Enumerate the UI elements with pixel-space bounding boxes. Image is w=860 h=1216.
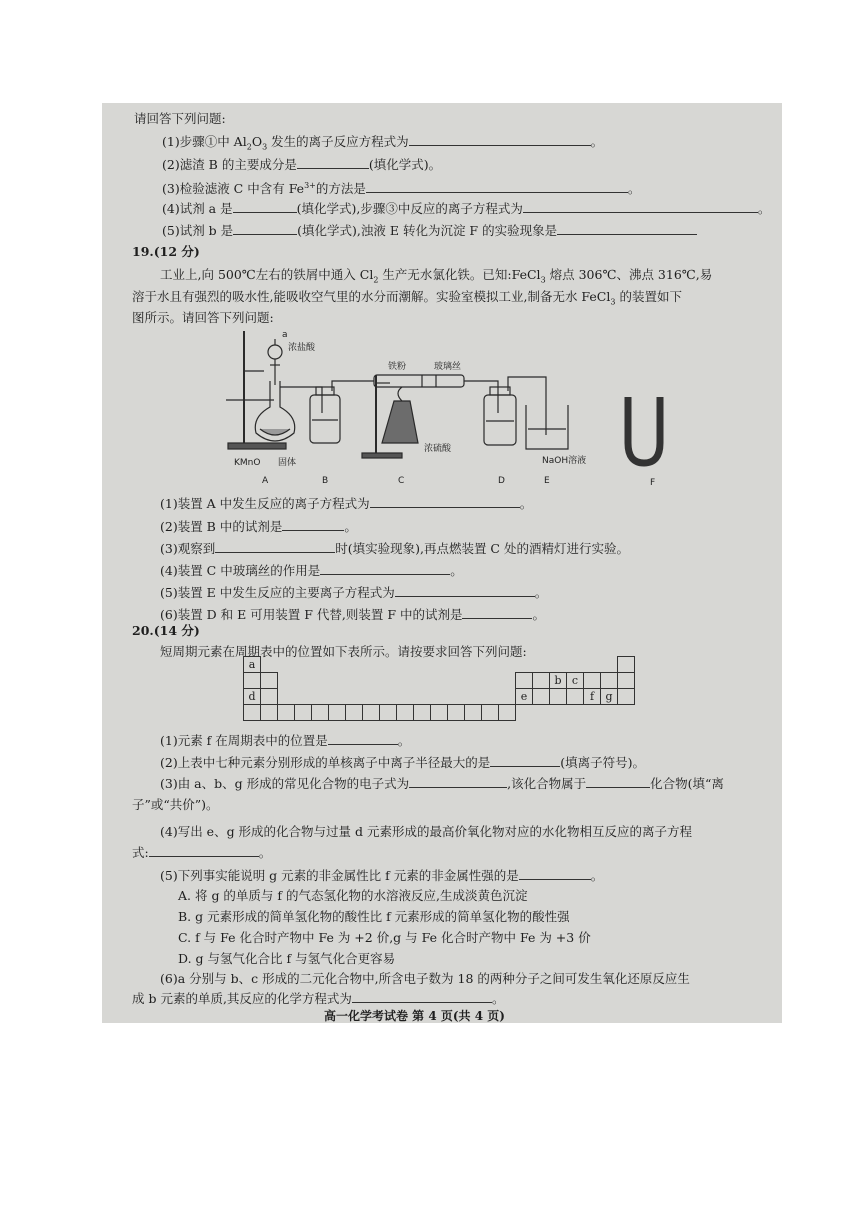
label-conc-hcl: 浓盐酸 [288,343,316,353]
answer-blank[interactable] [352,991,492,1003]
answer-blank[interactable] [215,541,335,553]
cell-f: f [584,689,601,705]
label-solid: 固体 [278,458,297,468]
q20-option-c: C. f 与 Fe 化合时产物中 Fe 为 +2 价,g 与 Fe 化合时产物中 Fe 为 +3 价 [178,930,591,945]
q20-part5: (5)下列事实能说明 g 元素的非金属性比 f 元素的非金属性强的是 。 [160,868,604,883]
q20-part3: (3)由 a、b、g 形成的常见化合物的电子式为 ,该化合物属于 化合物(填“离 [160,776,724,791]
q19-part1: (1)装置 A 中发生反应的离子方程式为 。 [160,496,533,511]
q18-part3: (3)检验滤液 C 中含有 $Fe^{3+}$的方法是 。 [162,181,641,197]
periodic-table [243,656,635,721]
label-conc-h2so4: 浓硫酸 [424,444,452,454]
q20-part6: (6)a 分别与 b、c 形成的二元化合物中,所含电子数为 18 的两种分子之间可发生氧化还原反应生 [160,971,690,986]
answer-blank[interactable] [395,585,535,597]
q19-part5: (5)装置 E 中发生反应的主要离子方程式为 。 [160,585,548,600]
label-iron-powder: 铁粉 [388,362,407,372]
answer-blank[interactable] [233,201,297,213]
answer-blank[interactable] [409,134,591,146]
answer-blank[interactable] [149,845,259,857]
answer-blank[interactable] [366,181,628,193]
q19-para-1: 工业上,向 500℃左右的铁屑中通入 $Cl_2$ 生产无水氯化铁。已知:FeCl$_3$ 熔点 306℃、沸点 316℃,易 [160,267,713,285]
q19-part4: (4)装置 C 中玻璃丝的作用是 。 [160,563,463,578]
q20-part4-cont: 式: 。 [132,845,272,860]
q19-heading: 19.(12 分) [132,244,200,259]
q19-part6: (6)装置 D 和 E 可用装置 F 代替,则装置 F 中的试剂是 。 [160,607,545,622]
q19-para-3: 图所示。请回答下列问题: [132,310,274,325]
answer-blank[interactable] [297,157,369,169]
label-naoh: NaOH溶液 [542,456,587,466]
q20-option-b: B. g 元素形成的简单氢化物的酸性比 f 元素形成的简单氢化物的酸性强 [178,909,570,924]
q20-part4: (4)写出 e、g 形成的化合物与过量 d 元素形成的最高价氧化物对应的水化物相互反应的离子方程 [160,824,693,839]
label-a: a [282,330,288,340]
answer-blank[interactable] [490,755,560,767]
q20-option-d: D. g 与氢气化合比 f 与氢气化合更容易 [178,951,396,966]
page-footer: 高一化学考试卷 第 4 页(共 4 页) [324,1009,505,1023]
label-F: F [650,478,656,488]
apparatus-diagram [222,325,752,500]
answer-blank[interactable] [523,201,758,213]
q18-part4: (4)试剂 a 是 (填化学式),步骤③中反应的离子方程式为 。 [162,201,771,216]
label-A: A [262,476,269,486]
cell-d: d [244,689,261,705]
answer-blank[interactable] [370,496,520,508]
answer-blank[interactable] [328,733,398,745]
label-D: D [498,476,505,486]
answer-blank[interactable] [557,223,697,235]
answer-blank[interactable] [233,223,297,235]
q20-part3-cont: 子”或“共价”)。 [132,797,219,812]
label-C: C [398,476,405,486]
answer-blank[interactable] [320,563,450,575]
label-kmno4: KMnO [234,458,261,468]
cell-c: c [567,673,584,689]
q18-part5: (5)试剂 b 是 (填化学式),浊液 E 转化为沉淀 F 的实验现象是 [162,223,697,239]
q18-intro: 请回答下列问题: [134,111,226,126]
q18-part2: (2)滤渣 B 的主要成分是 (填化学式)。 [162,157,442,172]
q20-option-a: A. 将 g 的单质与 f 的气态氢化物的水溶液反应,生成淡黄色沉淀 [178,888,528,903]
cell-g: g [601,689,618,705]
q20-part6-cont: 成 b 元素的单质,其反应的化学方程式为 。 [132,991,505,1006]
q18-part1: (1)步骤①中 $Al_2O_3$ 发生的离子反应方程式为 。 [162,134,604,152]
stand-base [228,443,286,449]
cell-b: b [550,673,567,689]
answer-blank[interactable] [282,519,344,531]
q20-part2: (2)上表中七种元素分别形成的单核离子中离子半径最大的是 (填离子符号)。 [160,755,645,770]
label-B: B [322,476,329,486]
q20-heading: 20.(14 分) [132,623,200,638]
label-glass-wool: 玻璃丝 [434,362,462,372]
exam-page [102,103,782,1023]
label-E: E [544,476,550,486]
q20-part1: (1)元素 f 在周期表中的位置是 。 [160,733,411,748]
answer-blank[interactable] [586,776,650,788]
answer-blank[interactable] [462,607,532,619]
q20-intro: 短周期元素在周期表中的位置如下表所示。请按要求回答下列问题: [160,644,527,659]
answer-blank[interactable] [409,776,507,788]
answer-blank[interactable] [519,868,591,880]
q19-part3: (3)观察到 时(填实验现象),再点燃装置 C 处的酒精灯进行实验。 [160,541,629,556]
cell-a: a [244,657,261,673]
q19-part2: (2)装置 B 中的试剂是 。 [160,519,357,534]
cell-e: e [516,689,533,705]
q19-para-2: 溶于水且有强烈的吸水性,能吸收空气里的水分而潮解。实验室模拟工业,制备无水 FeCl$_3$ 的装置如下 [132,289,682,307]
